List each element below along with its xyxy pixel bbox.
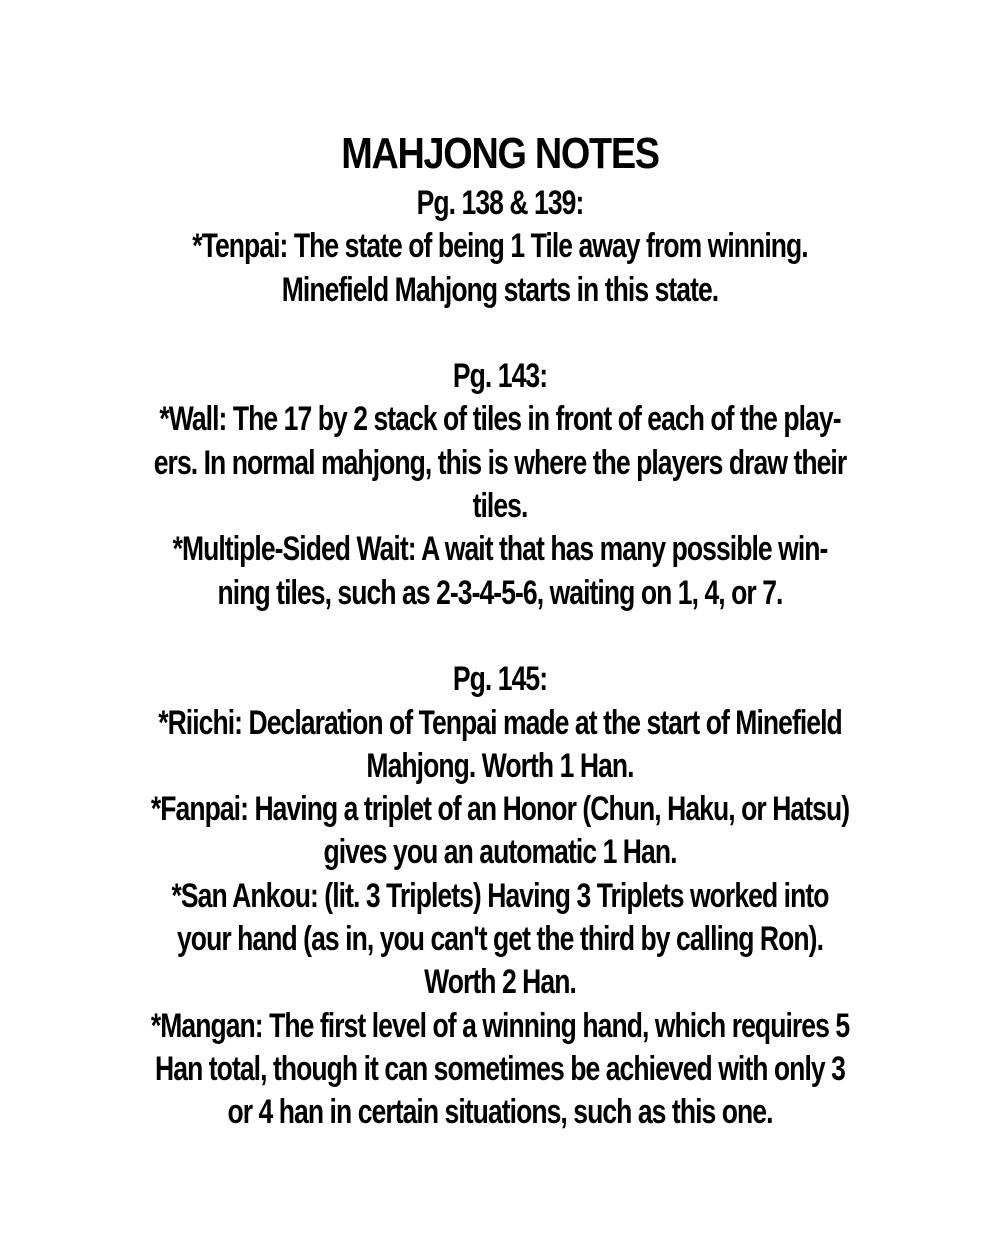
notes-page: [40, 126, 960, 1135]
note-line: *Riichi: Declaration of Tenpai made at the start of Minefield: [158, 703, 842, 742]
note-line: Worth 2 Han.: [424, 963, 576, 1002]
note-line: *Tenpai: The state of being 1 Tile away from winning.: [192, 227, 808, 266]
note-line: *Fanpai: Having a triplet of an Honor (Chun, Haku, or Hatsu): [150, 790, 850, 829]
note-line: *Multiple-Sided Wait: A wait that has many possible win-: [172, 530, 828, 569]
note-line: or 4 han in certain situations, such as this one.: [227, 1093, 773, 1132]
note-line: tiles.: [472, 487, 528, 526]
section-gap: [40, 615, 960, 658]
section-page-heading: Pg. 145:: [452, 660, 548, 699]
note-line: *Mangan: The first level of a winning hand, which requires 5: [150, 1006, 850, 1045]
note-line: *Wall: The 17 by 2 stack of tiles in front of each of the play-: [159, 400, 841, 439]
section-page-heading: Pg. 143:: [452, 357, 548, 396]
page-title: MAHJONG NOTES: [341, 129, 659, 178]
section-page-heading: Pg. 138 & 139:: [416, 184, 584, 222]
note-line: gives you an automatic 1 Han.: [323, 833, 677, 872]
note-line: Minefield Mahjong starts in this state.: [281, 270, 719, 309]
note-line: ning tiles, such as 2-3-4-5-6, waiting on 1, 4, or 7.: [217, 573, 783, 612]
note-line: Han total, though it can sometimes be achieved with only 3: [155, 1049, 845, 1088]
note-line: ers. In normal mahjong, this is where the players draw their: [153, 443, 847, 482]
note-line: Mahjong. Worth 1 Han.: [366, 746, 634, 785]
note-line: *San Ankou: (lit. 3 Triplets) Having 3 Triplets worked into: [171, 876, 829, 915]
section-gap: [40, 312, 960, 355]
note-line: your hand (as in, you can't get the third by calling Ron).: [176, 920, 824, 959]
